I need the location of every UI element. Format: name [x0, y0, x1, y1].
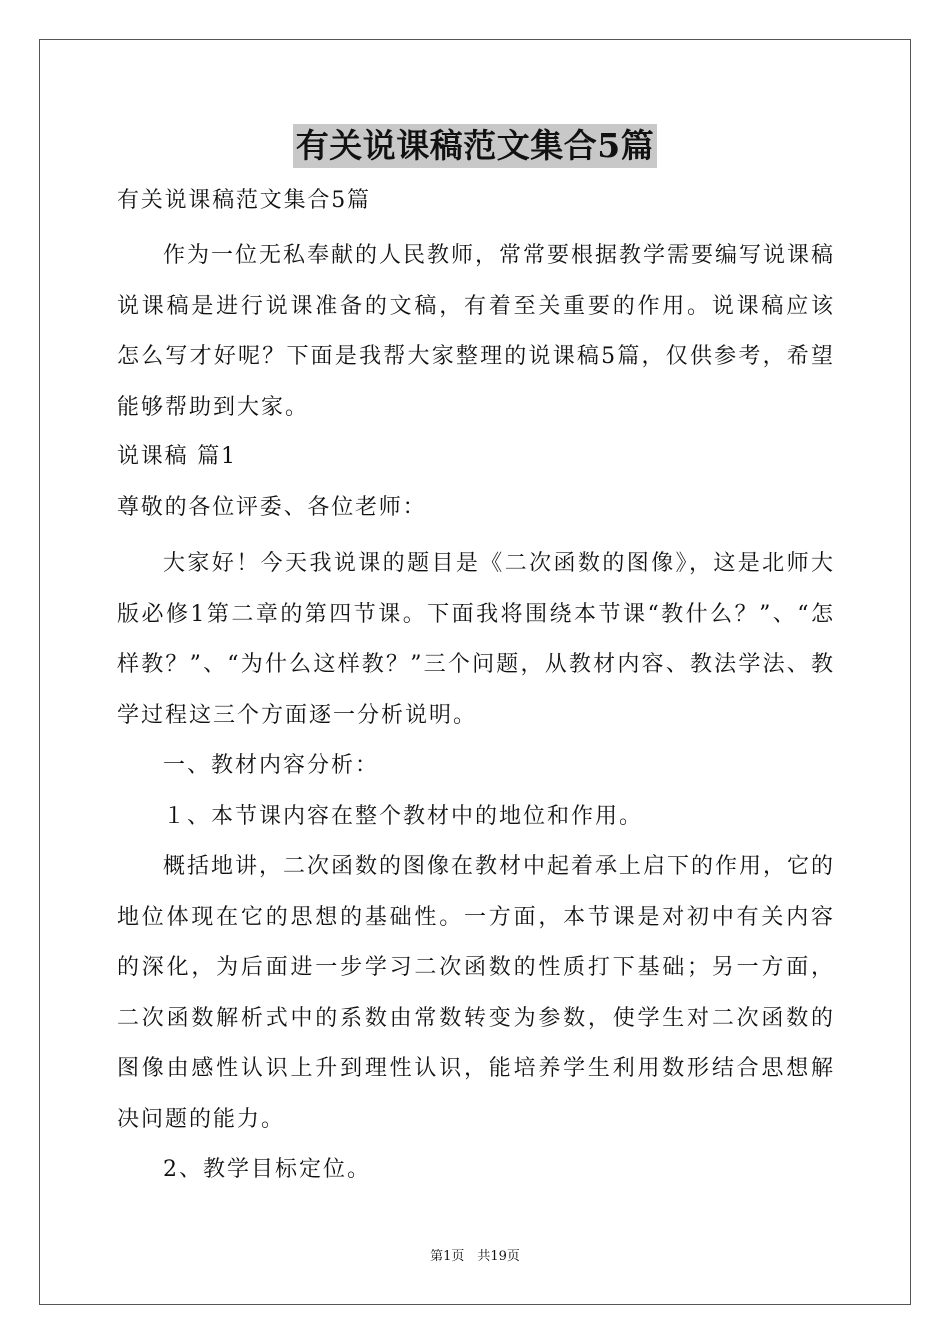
intro-paragraph: 作为一位无私奉献的人民教师，常常要根据教学需要编写说课稿说课稿是进行说课准备的文稿，有着至关重要的作用。说课稿应该怎么写才好呢？下面是我帮大家整理的说课稿5篇，仅供参考，希望能够帮助到大家。: [117, 243, 836, 420]
document-body: [117, 178, 835, 1196]
section-heading: 说课稿 篇1: [117, 444, 237, 469]
title-container: [0, 124, 950, 168]
heading-3: 2、教学目标定位。: [163, 1157, 371, 1182]
paragraph-1: 大家好！今天我说课的题目是《二次函数的图像》，这是北师大版必修1第二章的第四节课。下面我将围绕本节课“教什么？”、“怎样教？”、“为什么这样教？”三个问题，从教材内容、教法学法、教学过程这三个方面逐一分析说明。: [117, 551, 835, 728]
heading-1: 一、教材内容分析：: [163, 753, 380, 778]
paragraph-2: 概括地讲，二次函数的图像在教材中起着承上启下的作用，它的地位体现在它的思想的基础性。一方面，本节课是对初中有关内容的深化，为后面进一步学习二次函数的性质打下基础；另一方面，二次函数解析式中的系数由常数转变为参数，使学生对二次函数的图像由感性认识上升到理性认识，能培养学生利用数形结合思想解决问题的能力。: [117, 854, 836, 1132]
greeting: 尊敬的各位评委、各位老师：: [117, 495, 427, 520]
page-footer: 第1页 共19页: [430, 1249, 520, 1264]
document-title: 有关说课稿范文集合5篇: [293, 124, 657, 168]
document-subtitle: 有关说课稿范文集合5篇: [117, 188, 371, 213]
heading-2: １、本节课内容在整个教材中的地位和作用。: [163, 803, 644, 829]
